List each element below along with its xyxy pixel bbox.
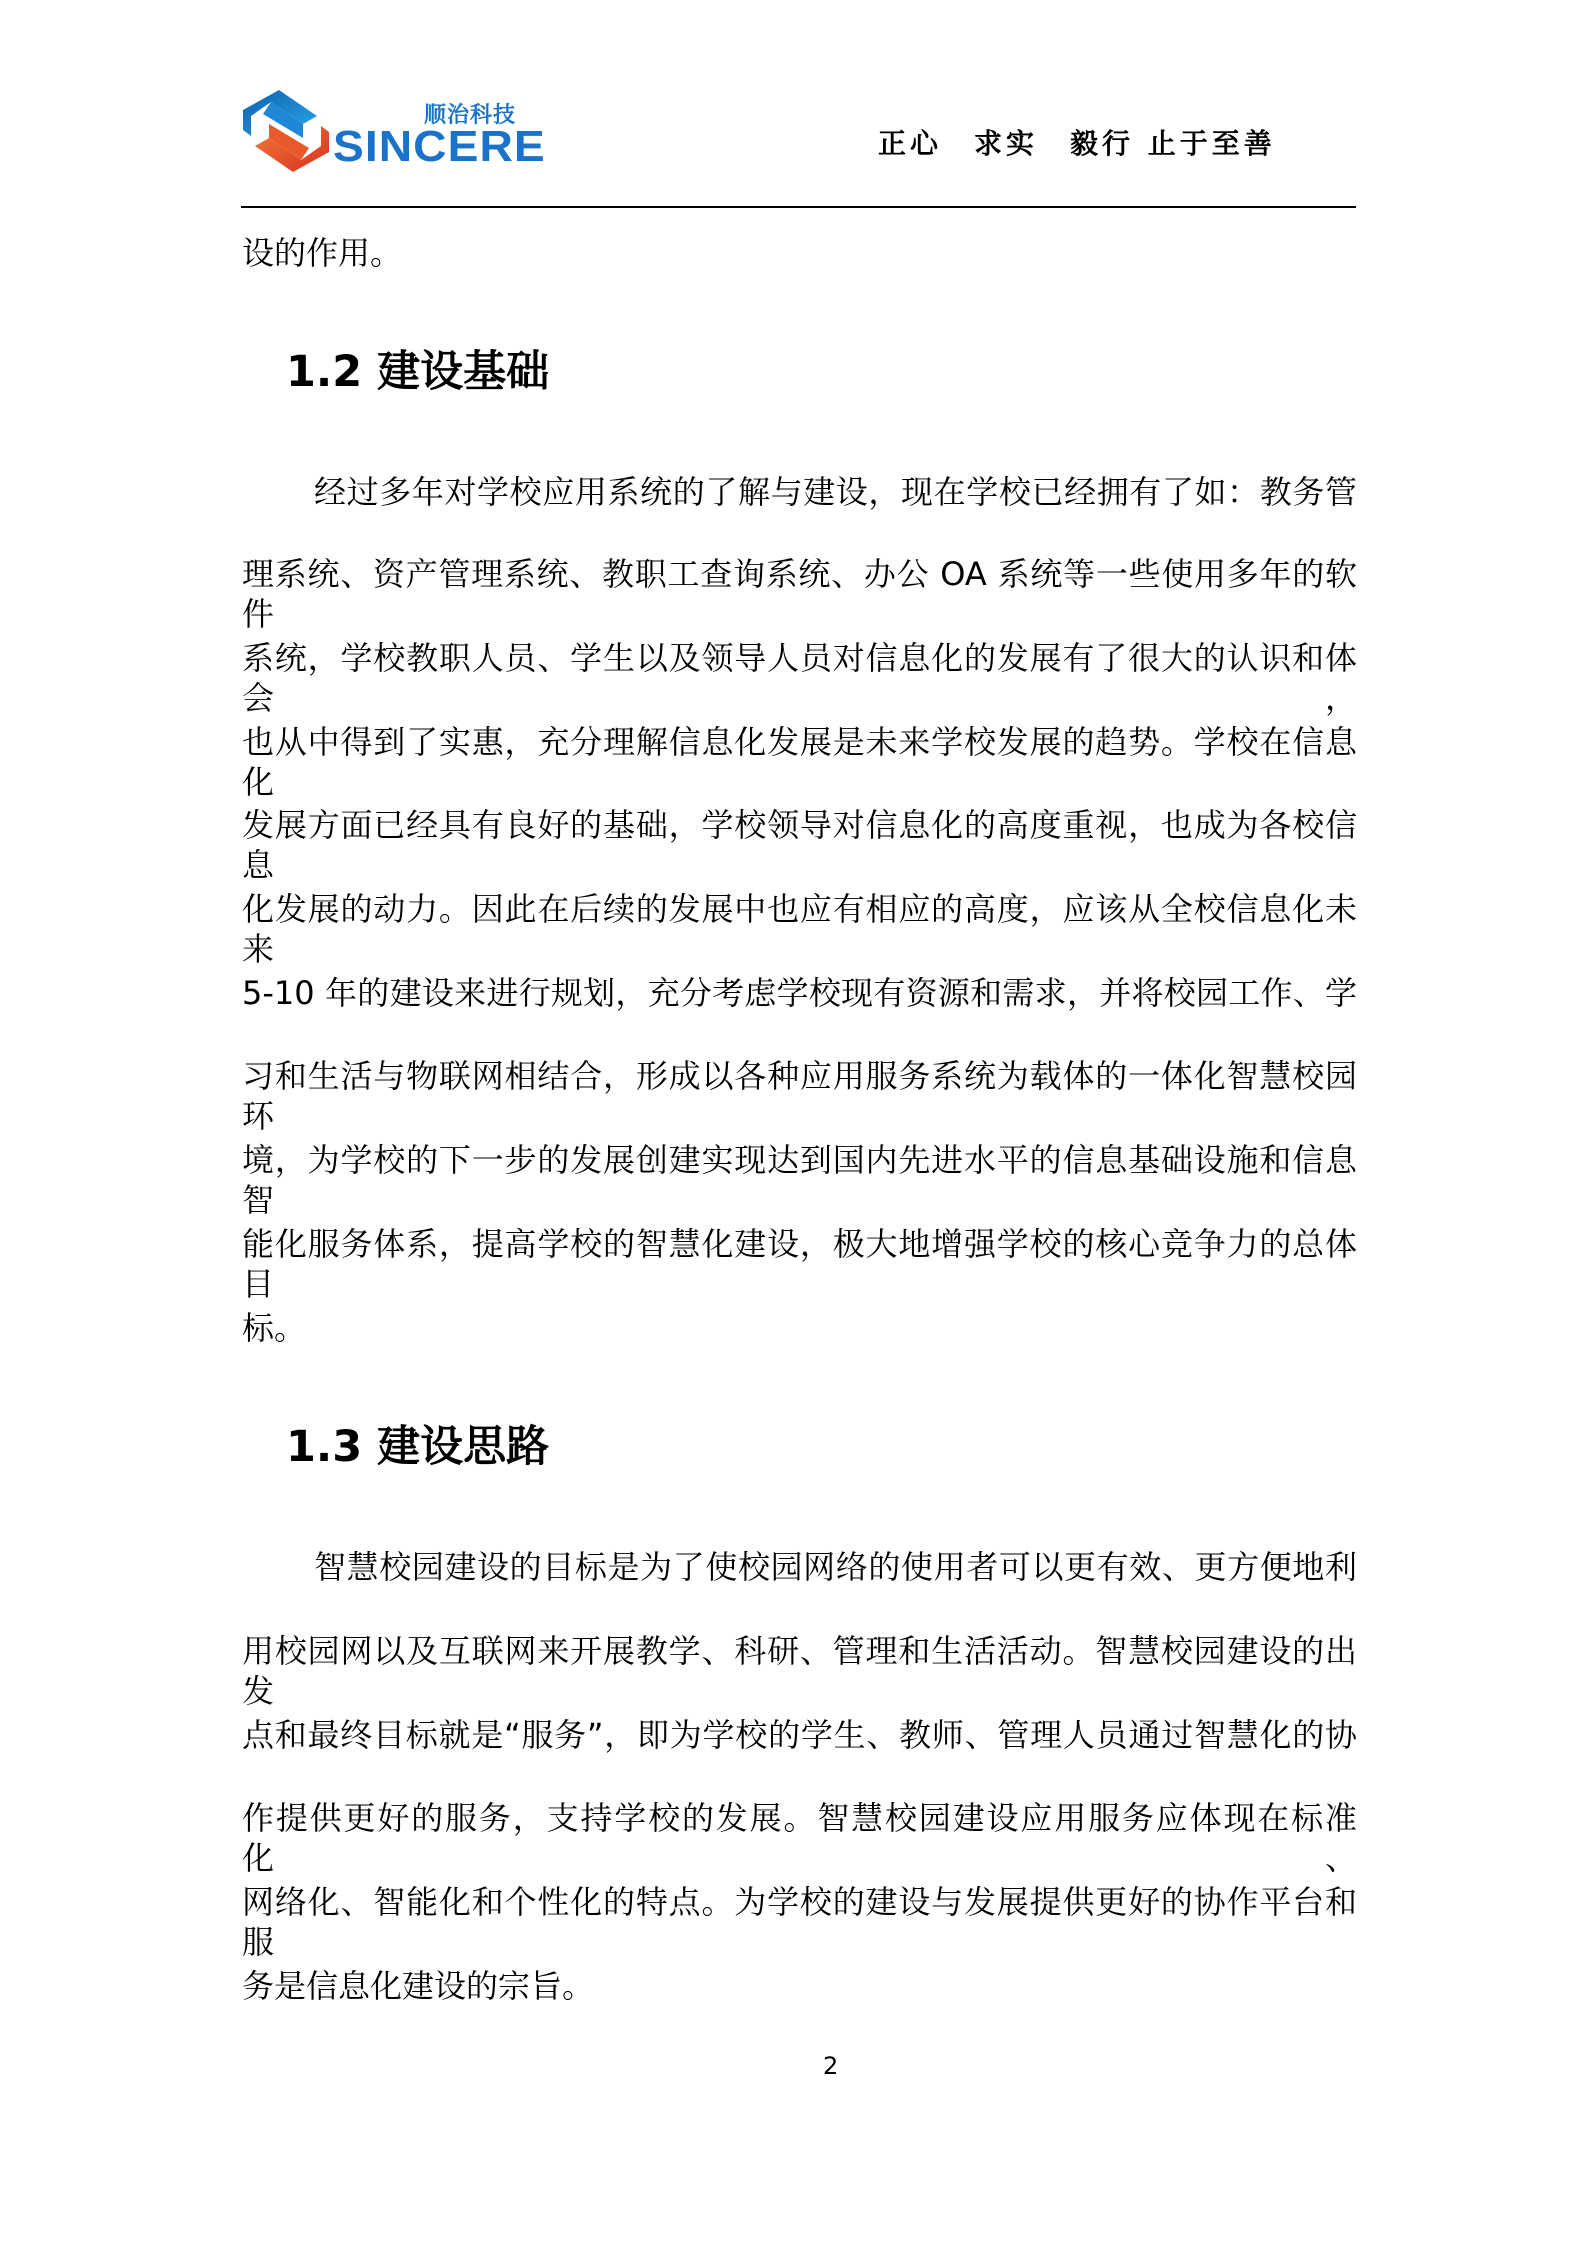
paragraph-line: 化发展的动力。因此在后续的发展中也应有相应的高度，应该从全校信息化未来 — [242, 890, 1357, 968]
section-heading-1-2: 1.2 建设基础 — [286, 347, 550, 397]
page-number: 2 — [823, 2052, 839, 2080]
logo-english-name: SINCERE — [333, 122, 546, 171]
section-heading-1-3: 1.3 建设思路 — [286, 1422, 550, 1472]
paragraph-line: 作提供更好的服务，支持学校的发展。智慧校园建设应用服务应体现在标准化、 — [242, 1799, 1357, 1877]
paragraph-line: 习和生活与物联网相结合，形成以各种应用服务系统为载体的一体化智慧校园环 — [242, 1057, 1357, 1135]
paragraph-line: 点和最终目标就是“服务”，即为学校的学生、教师、管理人员通过智慧化的协 — [242, 1716, 1357, 1754]
sincere-logo-icon — [241, 88, 331, 174]
paragraph-line: 能化服务体系，提高学校的智慧化建设，极大地增强学校的核心竞争力的总体目 — [242, 1225, 1357, 1303]
paragraph-line: 境，为学校的下一步的发展创建实现达到国内先进水平的信息基础设施和信息智 — [242, 1141, 1357, 1219]
paragraph-line: 经过多年对学校应用系统的了解与建设，现在学校已经拥有了如：教务管 — [314, 473, 1357, 511]
paragraph-line: 系统，学校教职人员、学生以及领导人员对信息化的发展有了很大的认识和体会， — [242, 639, 1357, 717]
paragraph-line: 发展方面已经具有良好的基础，学校领导对信息化的高度重视，也成为各校信息 — [242, 806, 1357, 884]
paragraph-line: 标。 — [242, 1309, 307, 1347]
carryover-text: 设的作用。 — [242, 234, 403, 272]
company-logo — [241, 88, 546, 174]
paragraph-line: 务是信息化建设的宗旨。 — [242, 1967, 595, 2005]
logo-chinese-name: 顺治科技 — [424, 103, 517, 128]
company-motto: 正心 求实 毅行 止于至善 — [878, 127, 1276, 160]
paragraph-line: 网络化、智能化和个性化的特点。为学校的建设与发展提供更好的协作平台和服 — [242, 1883, 1357, 1961]
paragraph-line: 也从中得到了实惠，充分理解信息化发展是未来学校发展的趋势。学校在信息化 — [242, 723, 1357, 801]
header-divider — [241, 206, 1356, 208]
paragraph-line: 智慧校园建设的目标是为了使校园网络的使用者可以更有效、更方便地利 — [314, 1548, 1357, 1586]
paragraph-line: 用校园网以及互联网来开展教学、科研、管理和生活活动。智慧校园建设的出发 — [242, 1632, 1357, 1710]
paragraph-line: 理系统、资产管理系统、教职工查询系统、办公 OA 系统等一些使用多年的软件 — [242, 555, 1357, 633]
paragraph-line: 5-10 年的建设来进行规划，充分考虑学校现有资源和需求，并将校园工作、学 — [242, 974, 1357, 1012]
